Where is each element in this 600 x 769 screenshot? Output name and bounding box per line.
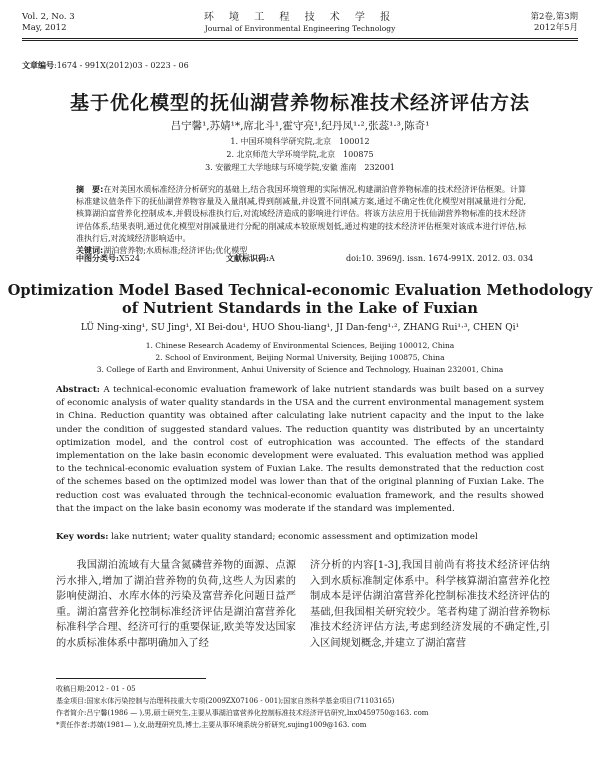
authors-en: LÜ Ning-xing¹, SU Jing¹, XI Bei-dou¹, HUO Shou-liang¹, JI Dan-feng¹·², ZHANG Rui¹·³, CHEN Qi¹ (80, 323, 520, 333)
journal-name (0, 12, 600, 34)
issue-date-en: May, 2012 (22, 23, 67, 33)
doc-code-value: A (268, 254, 275, 263)
keywords-en-label: Key words: (56, 532, 109, 542)
journal-name-en: Journal of Environmental Engineering Technology (204, 24, 396, 33)
abstract-cn (76, 184, 526, 257)
footnote-rule (56, 678, 206, 679)
keywords-en-text: lake nutrient; water quality standard; economic assessment and optimization model (111, 532, 478, 542)
abstract-cn-text: 在对美国水质标准经济分析研究的基础上,结合我国环境管理的实际情况,构建湖泊营养物标准的技术经济评估框架。计算标准建议值条件下的抚仙湖营养物容量及入量削减,得到削减量,并设置不同削减方案,通过不确定性优化模型对削减量进行分配,核算湖泊富营养化控制成本,并假设标准执行后,对流域经济造成的影响进行评估。将该方法应用于抚仙湖营养物标准的技术经济评估体系,结果表明,通过优化模型对削减量进行分配的削减成本较原规划低,通过构建的技术经济评估框架对该成本进行评估,标准执行后,对流域经济影响适中。 (76, 185, 526, 243)
volume-issue: Vol. 2, No. 3 (22, 12, 75, 22)
footnote-funding: 基金项目:国家水体污染控制与治理科技重大专项(2009ZX07106 - 001);国家自然科学基金项目(71103165) (56, 697, 395, 705)
article-number (22, 60, 189, 71)
doi-value: 10. 3969/j. issn. 1674-991X. 2012. 03. 034 (361, 254, 534, 263)
keywords-cn-text: 湖泊营养物;水质标准;经济评估;优化模型 (103, 246, 248, 256)
affiliation-cn-1: 1. 中国环境科学研究院,北京 100012 (230, 137, 370, 146)
keywords-cn-label: 关键词: (76, 246, 104, 256)
affiliation-en-3: 3. College of Earth and Environment, Anhui University of Science and Technology, Huainan 232001, China (96, 365, 504, 374)
journal-issue-info-cn (530, 12, 578, 34)
issue-date-cn: 2012年5月 (533, 23, 578, 33)
journal-name-cn: 环 境 工 程 技 术 学 报 (203, 12, 397, 23)
article-number-value: :1674 - 991X(2012)03 - 0223 - 06 (54, 61, 189, 70)
body-text-left-column: 我国湖泊流域有大量含氮磷营养物的面源、点源污水排入,增加了湖泊营养物的负荷,这些人为因素的影响使湖泊、水库水体的污染及富营养化问题日益严重。湖泊富营养化控制标准经济评估是湖泊富营养化标准科学合理、经济可行的重要保证,欧美等发达国家的水质标准体系中都明确加入了经 (56, 560, 296, 649)
keywords-en (56, 532, 544, 542)
article-number-label: 文章编号 (22, 60, 54, 70)
abstract-en (56, 384, 544, 516)
body-text-right-column: 济分析的内容[1-3],我国目前尚有将技术经济评估纳入到水质标准制定体系中。科学核算湖泊富营养化控制成本是评估湖泊富营养化控制标准技术经济评估的基础,但我国相关研究较少。笔者构建了湖泊营养物标准技术经济评估方法,考虑到经济发展的不确定性,引入区间规划概念,并建立了湖泊富营 (310, 560, 550, 649)
classification-row (76, 253, 536, 264)
abstract-en-label: Abstract: (56, 385, 100, 395)
abstract-en-text: A technical-economic evaluation framework of lake nutrient standards was built based on a survey of economic analysis of water quality standards in the USA and the current environmental management system in China. Reduction quantity was obtained after calculating lake nutrient capacity and the input to the lake under the condition of suggested standard values. The reduction quantity was distributed by an uncertainty optimization model, and the control cost of eutrophication was accounted. The effects of the standard implementation on the lake basin economic development were evaluated. This evaluation method was applied to the technical-economic evaluation system of Fuxian Lake. The results demonstrated that the reduction cost of the schemes based on the optimized model was lower than that of the original planning of Fuxian Lake. The reduction cost was evaluated through the technical-economic evaluation framework, and the results showed that the impact on the lake basin economy was moderate if the standard was implemented. (56, 385, 544, 514)
footnote-corresponding-author: *责任作者:苏婧(1981— ),女,助理研究员,博士,主要从事环境系统分析研究,sujing1009@163. com (56, 721, 367, 729)
abstract-cn-label: 摘 要: (76, 185, 104, 194)
header-rule (22, 38, 578, 39)
affiliation-en-1: 1. Chinese Research Academy of Environmental Sciences, Beijing 100012, China (145, 341, 455, 350)
doi-label: doi: (346, 254, 362, 263)
doc-code-label: 文献标识码: (226, 253, 269, 263)
header-rule-double (22, 40, 578, 41)
authors-cn: 吕宁馨¹,苏婧¹*,席北斗¹,霍守亮¹,纪丹凤¹·²,张蕊¹·³,陈奇¹ (170, 120, 430, 132)
clc-value: X524 (118, 254, 140, 263)
affiliation-cn-3: 3. 安徽理工大学地球与环境学院,安徽 淮南 232001 (205, 163, 395, 172)
affiliation-cn-2: 2. 北京师范大学环境学院,北京 100875 (226, 150, 374, 159)
footnote-received-date: 收稿日期:2012 - 01 - 05 (56, 685, 136, 693)
title-cn: 基于优化模型的抚仙湖营养物标准技术经济评估方法 (69, 92, 530, 114)
clc-label: 中图分类号: (76, 253, 119, 263)
title-en: Optimization Model Based Technical-economic Evaluation Methodology of Nutrient Standards in the Lake of Fuxian (7, 282, 593, 317)
affiliation-en-2: 2. School of Environment, Beijing Normal University, Beijing 100875, China (155, 353, 445, 362)
volume-issue-cn: 第2卷,第3期 (530, 12, 578, 22)
footnote-author-bio: 作者简介:吕宁馨(1986 — ),男,硕士研究生,主要从事湖泊富营养化控制标准技术经济评估研究,lnx0459750@163. com (56, 709, 429, 717)
